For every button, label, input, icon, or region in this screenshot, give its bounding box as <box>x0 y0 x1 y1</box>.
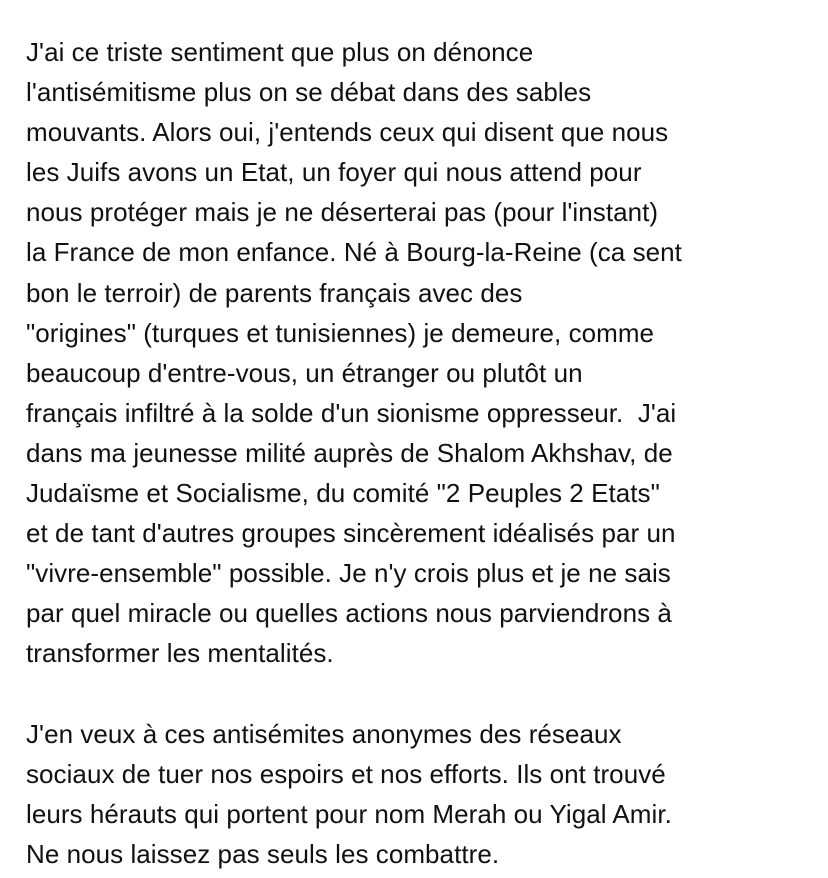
text-line: bon le terroir) de parents français avec des <box>26 277 523 308</box>
text-line: et de tant d'autres groupes sincèrement idéalisés par un <box>26 518 676 549</box>
text-line: mouvants. Alors oui, j'entends ceux qui disent que nous <box>26 117 669 148</box>
text-line: "vivre-ensemble" possible. Je n'y crois plus et je ne sais <box>26 558 671 589</box>
text-line: J'en veux à ces antisémites anonymes des réseaux <box>26 718 622 749</box>
text-line: leurs hérauts qui portent pour nom Merah ou Yigal Amir. <box>26 798 672 829</box>
text-line: Judaïsme et Socialisme, du comité "2 Peuples 2 Etats" <box>26 478 660 509</box>
text-line: les Juifs avons un Etat, un foyer qui nous attend pour <box>26 157 642 188</box>
text-line: sociaux de tuer nos espoirs et nos efforts. Ils ont trouvé <box>26 758 666 789</box>
paragraph-2 <box>26 714 816 874</box>
text-line: la France de mon enfance. Né à Bourg-la-Reine (ca sent <box>26 237 682 268</box>
text-line: l'antisémitisme plus on se débat dans des sables <box>26 77 592 108</box>
text-line: nous protéger mais je ne déserterai pas (pour l'instant) <box>26 197 659 228</box>
text-line: dans ma jeunesse milité auprès de Shalom Akhshav, de <box>26 437 673 468</box>
text-line: par quel miracle ou quelles actions nous parviendrons à <box>26 598 672 629</box>
paragraph-1 <box>26 32 816 674</box>
text-line: transformer les mentalités. <box>26 638 334 669</box>
post-body <box>26 32 816 874</box>
text-line: Ne nous laissez pas seuls les combattre. <box>26 838 500 869</box>
text-line: "origines" (turques et tunisiennes) je demeure, comme <box>26 317 655 348</box>
text-line: beaucoup d'entre-vous, un étranger ou plutôt un <box>26 357 583 388</box>
text-line: français infiltré à la solde d'un sionisme oppresseur. J'ai <box>26 397 677 428</box>
text-line: J'ai ce triste sentiment que plus on dénonce <box>26 37 534 67</box>
